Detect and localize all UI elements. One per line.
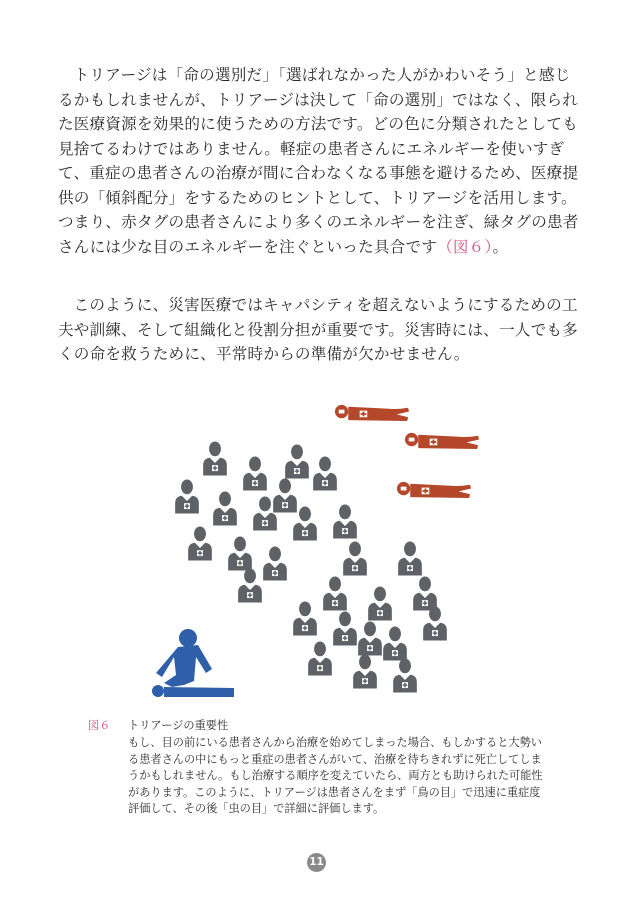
caption-body: もし、目の前にいる患者さんから治療を始めてしまった場合、もしかすると大勢いる患者さんの中にもっと重症の患者さんがいて、治療を待ちきれずに死亡してしまうかもしれません。もし治療する順序を変えていたら、両方とも助けられた可能性があります。このように、トリアージは患者さんをまず「鳥の目」で迅速に重症度評価して、その後「虫の目」で詳細に評価します。 bbox=[128, 736, 543, 816]
body-paragraph-2 bbox=[58, 293, 580, 367]
cpr-rescuer-icon bbox=[152, 629, 234, 697]
caption-label: 図６ bbox=[88, 719, 111, 732]
triage-illustration bbox=[150, 395, 490, 710]
body-paragraph-1 bbox=[58, 63, 580, 259]
paragraph-1-end: 。 bbox=[492, 237, 509, 256]
caption-title: トリアージの重要性 bbox=[128, 719, 229, 732]
standing-patient-icon bbox=[175, 441, 447, 692]
figure-reference: （図６） bbox=[437, 237, 493, 256]
page-number: 11 bbox=[307, 853, 326, 872]
paragraph-1-text: トリアージは「命の選別だ」「選ばれなかった人がかわいそう」と感じるかもしれませんが、トリアージは決して「命の選別」ではなく、限られた医療資源を効果的に使うための方法です。どの色に分類されたとしても見捨てるわけではありません。軽症の患者さんにエネルギーを使いすぎて、重症の患者さんの治療が間に合わなくなる事態を避けるため、医療提供の「傾斜配分」をするためのヒントとして、トリアージを活用します。つまり、赤タグの患者さんにより多くのエネルギーを注ぎ、緑タグの患者さんには少な目のエネルギーを注ぐといった具合です bbox=[58, 66, 579, 256]
paragraph-2-text: このように、災害医療ではキャパシティを超えないようにするための工夫や訓練、そして組織化と役割分担が重要です。災害時には、一人でも多くの命を救うために、平常時からの準備が欠かせません。 bbox=[58, 296, 578, 363]
lying-casualty-icon bbox=[335, 405, 479, 498]
